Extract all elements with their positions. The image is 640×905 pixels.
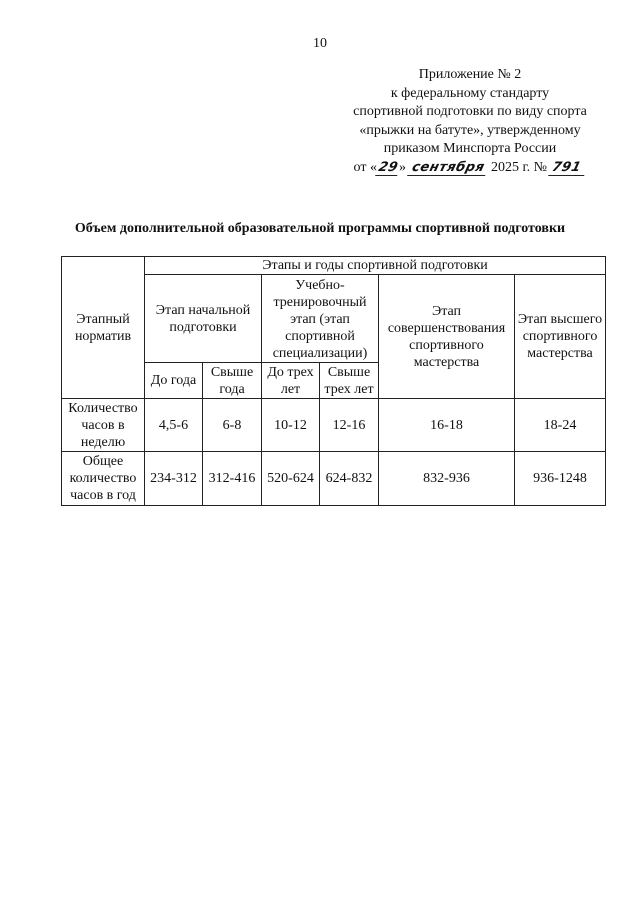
subheader-initial-1: До года <box>145 363 203 399</box>
appendix-line-3: спортивной подготовки по виду спорта <box>353 104 587 119</box>
table-cell: 6-8 <box>203 399 262 452</box>
subheader-training-2: Свыше трех лет <box>320 363 379 399</box>
stage-initial-header: Этап начальной подготовки <box>145 275 262 363</box>
table-row <box>62 399 606 452</box>
row-label: Количество часов в неделю <box>62 399 145 452</box>
subheader-training-1: До трех лет <box>262 363 320 399</box>
date-prefix: от « <box>353 159 377 175</box>
stage-improvement-header: Этап совершенствования спортивного мастерства <box>379 275 515 399</box>
table-cell: 624-832 <box>320 452 379 506</box>
stage-higher-header: Этап высшего спортивного мастерства <box>515 275 606 399</box>
subheader-initial-2: Свыше года <box>203 363 262 399</box>
table-cell: 18-24 <box>515 399 606 452</box>
appendix-line-1: Приложение № 2 <box>418 67 522 82</box>
row-label: Общее количество часов в год <box>62 452 145 506</box>
page-number: 10 <box>313 36 327 51</box>
table-cell: 312-416 <box>203 452 262 506</box>
document-title: Объем дополнительной образовательной программы спортивной подготовки <box>74 221 566 236</box>
table-row <box>62 452 606 506</box>
date-close: » <box>398 159 406 175</box>
table-cell: 234-312 <box>145 452 203 506</box>
table-cell: 832-936 <box>379 452 515 506</box>
appendix-line-5: приказом Минспорта России <box>383 141 557 156</box>
volume-table <box>61 256 606 506</box>
table-cell: 12-16 <box>320 399 379 452</box>
appendix-date-line <box>320 159 620 178</box>
appendix-line-2: к федеральному стандарту <box>390 85 550 101</box>
appendix-block <box>320 66 620 177</box>
table-cell: 10-12 <box>262 399 320 452</box>
handwritten-day: 29 <box>376 159 400 175</box>
handwritten-order-number: 791 <box>549 161 589 176</box>
table-cell: 4,5-6 <box>145 399 203 452</box>
table-cell: 520-624 <box>262 452 320 506</box>
group-header-cell: Этапы и годы спортивной подготовки <box>145 257 606 275</box>
table-cell: 936-1248 <box>515 452 606 506</box>
stage-training-header: Учебно-тренировочный этап (этап спортивной специализации) <box>262 275 379 363</box>
row-header-cell: Этапный норматив <box>62 257 145 399</box>
handwritten-month: сентября <box>408 161 490 176</box>
appendix-line-4: «прыжки на батуте», утвержденному <box>359 122 581 138</box>
date-year: 2025 г. № <box>490 159 547 175</box>
table-cell: 16-18 <box>379 399 515 452</box>
